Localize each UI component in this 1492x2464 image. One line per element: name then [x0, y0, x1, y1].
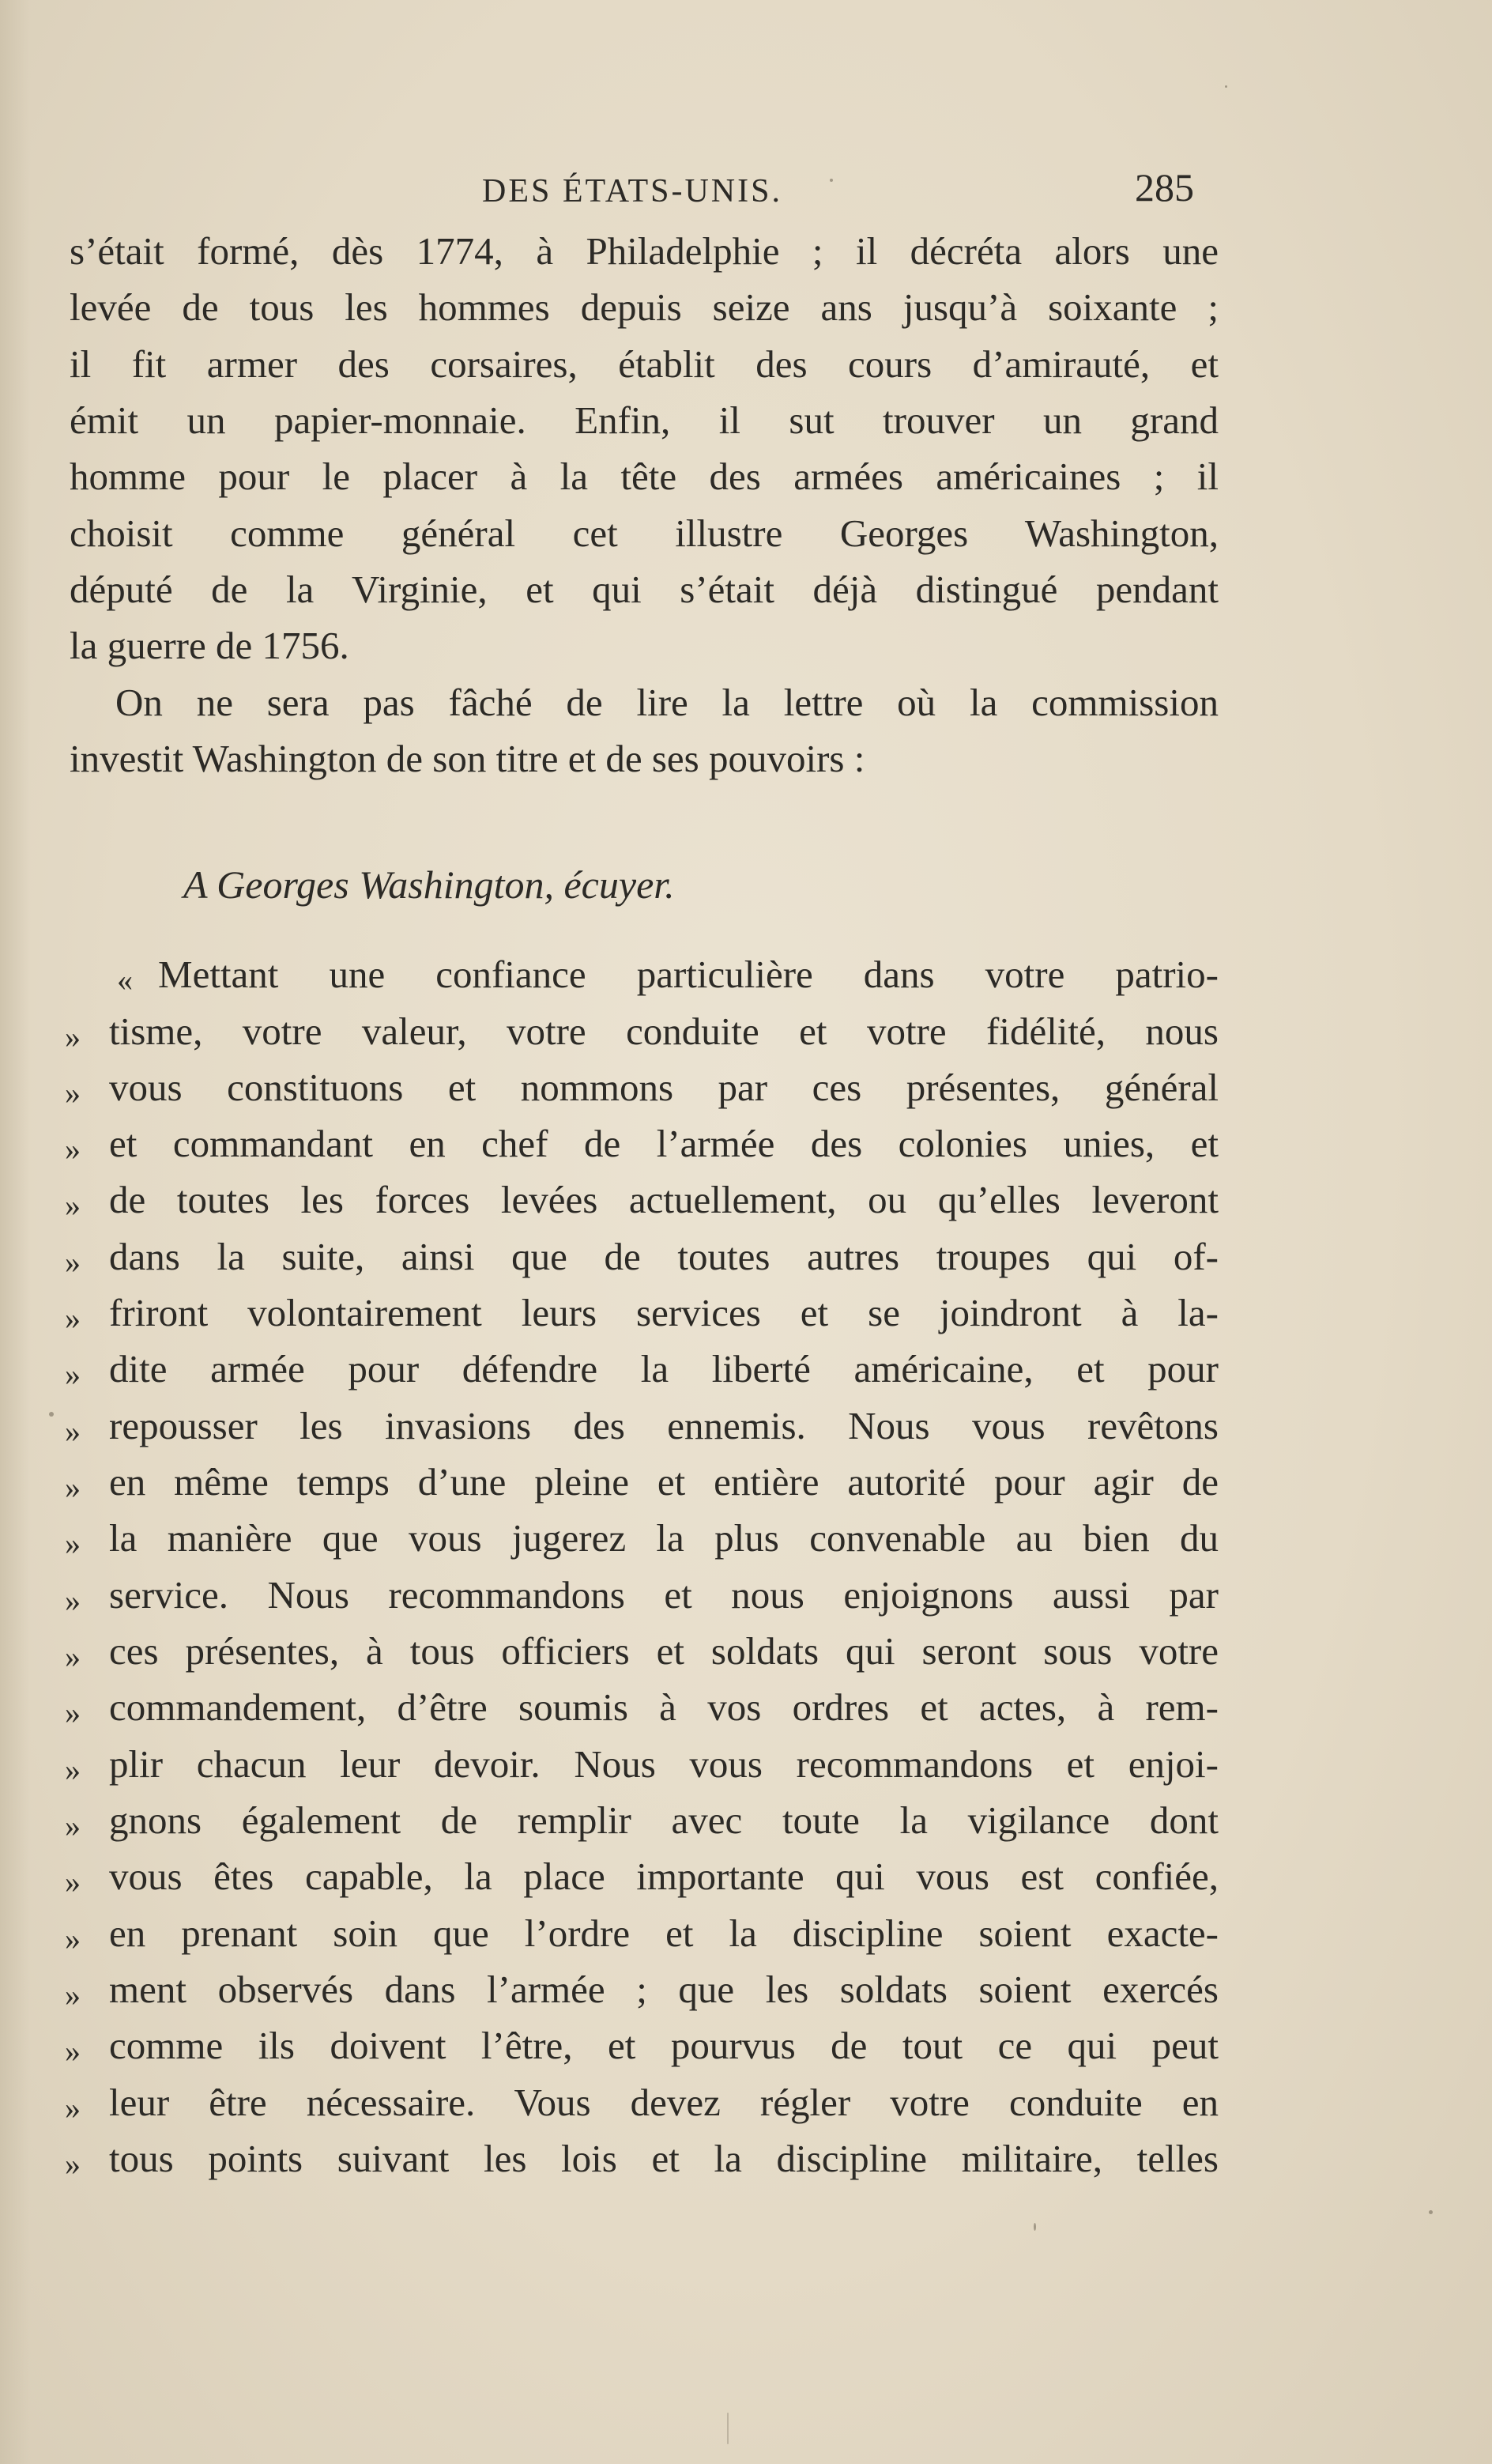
letter-line: Mettant une confiance particulière dans votre patrio- [158, 953, 1219, 996]
letter-line: vous êtes capable, la place importante qui vous est confiée, [109, 1855, 1219, 1898]
letter-line: service. Nous recommandons et nous enjoignons aussi par [109, 1573, 1219, 1617]
body-line: il fit armer des corsaires, établit des cours d’amirauté, et [70, 342, 1219, 386]
letter-line: vous constituons et nommons par ces présentes, général [109, 1066, 1219, 1109]
letter-line: ces présentes, à tous officiers et soldats qui seront sous votre [109, 1629, 1219, 1673]
quote-mark: » [65, 1808, 81, 1843]
quote-mark: » [65, 1244, 81, 1280]
quote-mark: » [65, 1413, 81, 1449]
quote-mark: » [65, 1752, 81, 1787]
running-title: DES ÉTATS-UNIS. [482, 173, 782, 209]
quote-mark: » [65, 1526, 81, 1561]
body-line: la guerre de 1756. [70, 624, 349, 667]
quote-mark: » [65, 1019, 81, 1055]
quote-mark: » [65, 1131, 81, 1167]
letter-line: friront volontairement leurs services et se joindront à la- [109, 1291, 1219, 1334]
letter-line: leur être nécessaire. Vous devez régler votre conduite en [109, 2081, 1219, 2124]
quote-mark: » [65, 2090, 81, 2126]
page-number: 285 [1135, 165, 1194, 209]
letter-line: en même temps d’une pleine et entière autorité pour agir de [109, 1460, 1219, 1504]
letter-line: et commandant en chef de l’armée des colonies unies, et [109, 1122, 1219, 1165]
paper-speck [1225, 85, 1227, 88]
letter-line: plir chacun leur devoir. Nous vous recommandons et enjoi- [109, 1742, 1219, 1786]
quote-mark: » [65, 1695, 81, 1730]
paper-speck [1034, 2223, 1036, 2231]
letter-line: tisme, votre valeur, votre conduite et votre fidélité, nous [109, 1009, 1219, 1053]
quote-mark: » [65, 1583, 81, 1618]
quote-mark: » [65, 1977, 81, 2013]
body-line: émit un papier-monnaie. Enfin, il sut trouver un grand [70, 398, 1219, 442]
letter-line: commandement, d’être soumis à vos ordres et actes, à rem- [109, 1685, 1219, 1729]
letter-line: en prenant soin que l’ordre et la discipline soient exacte- [109, 1911, 1219, 1955]
quote-mark: » [65, 2146, 81, 2182]
body-line: homme pour le placer à la tête des armées américaines ; il [70, 455, 1219, 498]
body-line: s’était formé, dès 1774, à Philadelphie ; il décréta alors une [70, 229, 1219, 273]
quote-mark: » [65, 1075, 81, 1111]
page-gutter-shadow [0, 0, 30, 2464]
body-line: On ne sera pas fâché de lire la lettre où la commission [115, 681, 1219, 724]
paper-speck [1429, 2210, 1433, 2214]
letter-line: de toutes les forces levées actuellement, ou qu’elles leveront [109, 1178, 1219, 1221]
letter-line: ment observés dans l’armée ; que les soldats soient exercés [109, 1968, 1219, 2011]
quote-mark: » [65, 1921, 81, 1956]
body-line: député de la Virginie, et qui s’était déjà distingué pendant [70, 568, 1219, 611]
body-line: levée de tous les hommes depuis seize ans jusqu’à soixante ; [70, 285, 1219, 329]
letter-line: dite armée pour défendre la liberté américaine, et pour [109, 1347, 1219, 1390]
letter-line: dans la suite, ainsi que de toutes autres troupes qui of- [109, 1235, 1219, 1278]
quote-mark: » [65, 1357, 81, 1392]
quote-mark: » [65, 1187, 81, 1223]
letter-line: tous points suivant les lois et la discipline militaire, telles [109, 2137, 1219, 2180]
letter-line: repousser les invasions des ennemis. Nous vous revêtons [109, 1404, 1219, 1447]
quote-mark: » [65, 1864, 81, 1900]
quote-mark: » [65, 1639, 81, 1674]
opening-quote-mark: « [117, 962, 133, 998]
paper-speck [830, 179, 833, 182]
letter-address: A Georges Washington, écuyer. [183, 862, 675, 907]
body-line: choisit comme général cet illustre Georges Washington, [70, 511, 1219, 555]
letter-line: gnons également de remplir avec toute la vigilance dont [109, 1798, 1219, 1842]
quote-mark: » [65, 1470, 81, 1505]
paper-speck [49, 1412, 54, 1417]
letter-line: comme ils doivent l’être, et pourvus de tout ce qui peut [109, 2024, 1219, 2067]
quote-mark: » [65, 2033, 81, 2069]
body-line: investit Washington de son titre et de ses pouvoirs : [70, 737, 865, 780]
quote-mark: » [65, 1300, 81, 1336]
letter-line: la manière que vous jugerez la plus convenable au bien du [109, 1516, 1219, 1560]
paper-crease [727, 2413, 729, 2444]
